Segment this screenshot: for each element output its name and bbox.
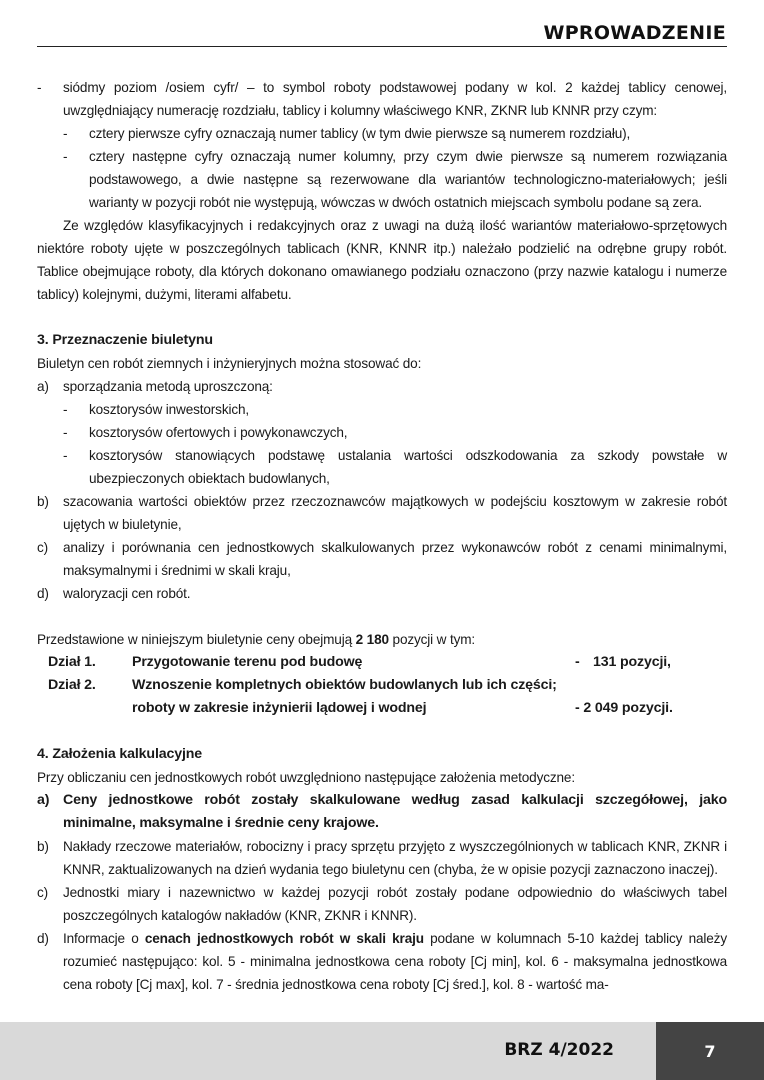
list-marker: b) [37, 839, 49, 854]
list-marker: c) [37, 885, 49, 900]
positions-count: 2 180 [355, 632, 389, 647]
sub-list-item [37, 421, 727, 444]
sub-list-item [37, 122, 727, 145]
list-marker: d) [37, 931, 49, 946]
list-item [37, 375, 727, 398]
page-content [37, 76, 727, 996]
list-item-text: siódmy poziom /osiem cyfr/ – to symbol roboty podstawowej podany w kol. 2 każdej tablicy cenowej, uwzględniający numerację rozdziału, tablicy i kolumny właściwego KNR, ZKNR lub KNNR przy czym: [63, 80, 727, 118]
list-item-text: Ceny jednostkowe robót zostały skalkulowane według zasad kalkulacji szczegółowej, jako minimalne, maksymalne i średnie ceny krajowe. [63, 792, 727, 831]
list-item [37, 835, 727, 881]
sub-list-item [37, 444, 727, 490]
sub-list-item [37, 145, 727, 214]
text-bold: cenach jednostkowych robót w skali kraju [144, 931, 424, 946]
list-item-text: Nakłady rzeczowe materiałów, robocizny i pracy sprzętu przyjęto z wyszczególnionych w tablicach KNR, ZKNR i KNNR, zaktualizowanych na dzień wydania tego biuletynu cen (chyba, że w opisie pozycji zaznaczono inaczej). [63, 839, 727, 877]
list-marker: d) [37, 586, 49, 601]
list-item [37, 490, 727, 536]
page-number: 7 [656, 1022, 764, 1080]
list-item-text: analizy i porównania cen jednostkowych skalkulowanych przez wykonawców robót z cenami minimalnymi, maksymalnymi i średnimi w skali kraju, [63, 540, 727, 578]
list-marker: - [63, 149, 68, 164]
list-marker: c) [37, 540, 49, 555]
list-marker: - [37, 80, 42, 95]
division-dash [575, 674, 593, 697]
list-item-text: kosztorysów ofertowych i powykonawczych, [89, 425, 348, 440]
list-item [37, 881, 727, 927]
division-label: Dział 1. [48, 654, 96, 670]
section-4-heading: 4. Założenia kalkulacyjne [37, 746, 203, 762]
list-item-text: waloryzacji cen robót. [63, 586, 191, 601]
list-item-text: szacowania wartości obiektów przez rzeczoznawców majątkowych w podejściu kosztowym w zakresie robót ujętych w biuletynie, [63, 494, 727, 532]
text-after: podane w kolumnach 5-10 każdej tablicy należy rozumieć następująco: kol. 5 - minimalna jednostkowa cena roboty [Cj min], kol. 6 - maksymalna jednostkowa cena roboty [Cj max], kol. 7 - średnia jednostkowa cena roboty [Cj śred.], kol. 8 - wartość ma- [63, 931, 727, 992]
positions-text-after: pozycji w tym: [388, 632, 476, 647]
division-label: Dział 2. [48, 677, 96, 693]
section-title: WPROWADZENIE [543, 22, 726, 44]
division-dash: - [575, 654, 580, 670]
division-count [593, 674, 723, 697]
text-before: Informacje o [63, 931, 145, 946]
list-item-text: sporządzania metodą uproszczoną: [63, 379, 273, 394]
division-count: 131 pozycji, [593, 654, 671, 670]
division-name: Przygotowanie terenu pod budowę [132, 654, 363, 670]
sub-list-item [37, 398, 727, 421]
section-3-lead: Biuletyn cen robót ziemnych i inżynieryjnych można stosować do: [37, 356, 422, 371]
list-item-text: kosztorysów inwestorskich, [89, 402, 250, 417]
list-marker: - [63, 425, 68, 440]
division-name: roboty w zakresie inżynierii lądowej i wodnej [132, 700, 427, 716]
division-name: Wznoszenie kompletnych obiektów budowlanych lub ich części; [132, 677, 557, 693]
list-item-text: cztery pierwsze cyfry oznaczają numer tablicy (w tym dwie pierwsze są numerem rozdziału), [89, 126, 631, 141]
division-row [37, 697, 727, 720]
intro-paragraph: Ze względów klasyfikacyjnych i redakcyjnych oraz z uwagi na dużą ilość wariantów materiałowo-sprzętowych niektóre roboty ujęte w poszczególnych tablicach (KNR, KNNR itp.) należało podzielić na odrębne grupy robót. Tablice obejmujące roboty, dla których dokonano omawianego podziału oznaczono (przy nazwie katalogu i numerze tablicy) kolejnymi, dużymi, literami alfabetu. [37, 218, 727, 302]
list-item [37, 927, 727, 996]
list-item-text: kosztorysów stanowiących podstawę ustalania wartości odszkodowania za szkody powstałe w ubezpieczonych obiektach budowlanych, [89, 448, 727, 486]
division-row [37, 651, 727, 674]
list-marker: a) [37, 379, 49, 394]
list-item-text: Jednostki miary i nazewnictwo w każdej pozycji robót zostały podane odpowiednio do właściwych tabel poszczególnych katalogów nakładów (KNR, ZKNR i KNNR). [63, 885, 727, 923]
list-item [37, 789, 727, 835]
section-4-lead: Przy obliczaniu cen jednostkowych robót uwzględniono następujące założenia metodyczne: [37, 770, 575, 785]
list-marker: - [63, 126, 68, 141]
list-item-text [63, 927, 727, 996]
division-label [37, 697, 132, 720]
list-marker: - [63, 448, 68, 463]
list-item [37, 536, 727, 582]
list-marker: - [63, 402, 68, 417]
section-3-heading: 3. Przeznaczenie biuletynu [37, 332, 213, 348]
positions-text-before: Przedstawione w niniejszym biuletynie ceny obejmują [37, 632, 356, 647]
positions-summary [37, 628, 727, 651]
list-marker: b) [37, 494, 49, 509]
division-row [37, 674, 727, 697]
list-item [37, 76, 727, 122]
list-item-text: cztery następne cyfry oznaczają numer kolumny, przy czym dwie pierwsze są numerem rozwiązania podstawowego, a dwie następne są rezerwowane dla wariantów technologiczno-materiałowych; jeśli warianty w pozycji robót nie występują, wówczas w dwóch ostatnich miejscach symbolu podane są zera. [89, 149, 727, 210]
division-count: - 2 049 pozycji. [575, 700, 673, 716]
header-rule [37, 46, 727, 47]
publication-label: BRZ 4/2022 [504, 1040, 614, 1060]
list-marker: a) [37, 792, 50, 808]
list-item [37, 582, 727, 605]
divisions-table [37, 651, 727, 720]
footer-band [0, 1022, 764, 1080]
